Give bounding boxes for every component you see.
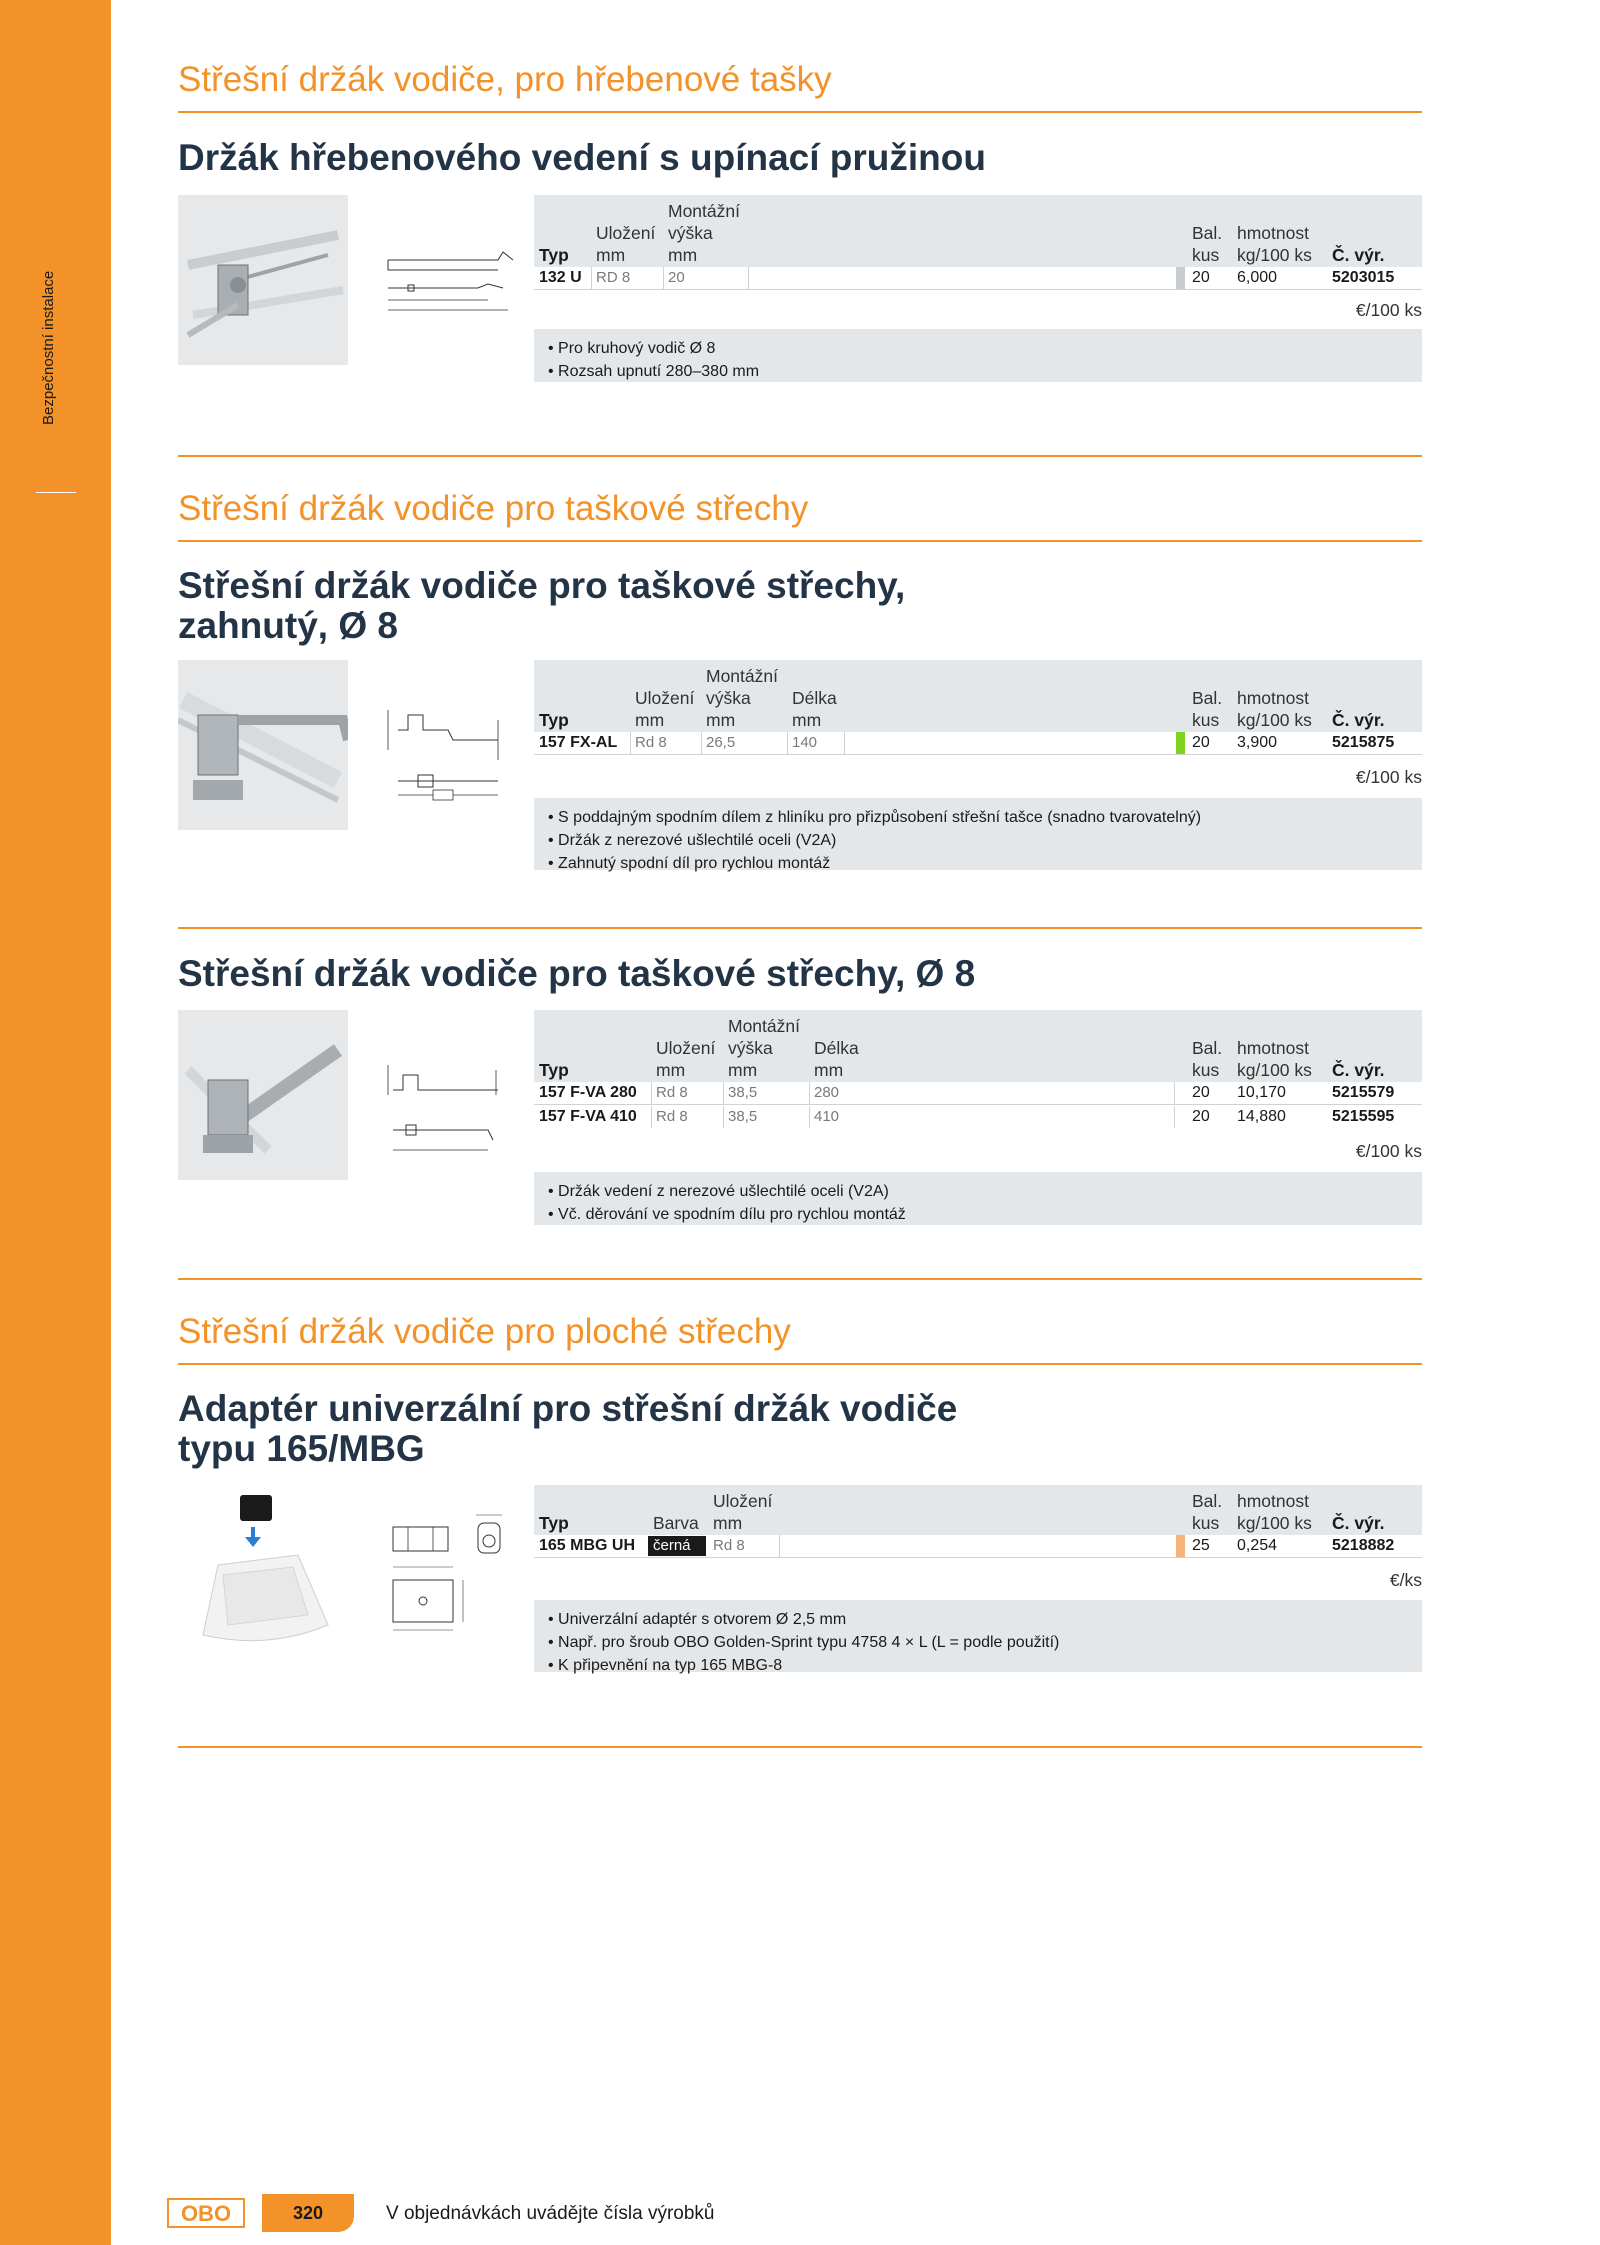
header-bal: Bal. kus [1192, 1038, 1223, 1080]
cell-typ: 165 MBG UH [539, 1537, 636, 1554]
note-item: • Zahnutý spodní díl pro rychlou montáž [548, 855, 831, 872]
cell-vyska: 38,5 [728, 1108, 758, 1125]
cell-delka: 140 [792, 734, 818, 751]
cell-ulozeni: RD 8 [596, 269, 631, 286]
product-table [534, 195, 1422, 286]
note-item: • Držák z nerezové ušlechtilé oceli (V2A) [548, 832, 837, 849]
table-header [534, 195, 1422, 267]
product-photo [178, 195, 348, 365]
header-bal: Bal. kus [1192, 223, 1223, 265]
header-cvyr: Č. výr. [1332, 1513, 1385, 1533]
section-rule [178, 927, 1422, 929]
table-row [534, 1535, 1422, 1557]
section-rule [178, 455, 1422, 457]
header-bal: Bal. kus [1192, 688, 1223, 730]
cell-typ: 157 F-VA 280 [539, 1084, 637, 1101]
table-header [534, 660, 1422, 732]
cell-delka: 410 [814, 1108, 840, 1125]
cell-typ: 132 U [539, 269, 582, 286]
note-item: • Rozsah upnutí 280–380 mm [548, 363, 760, 380]
cell-cvyr: 5203015 [1332, 269, 1395, 286]
product-notes [534, 1600, 1422, 1672]
product-notes [534, 329, 1422, 382]
table-header [534, 1010, 1422, 1082]
section-title: Střešní držák vodiče pro ploché střechy [178, 1312, 791, 1351]
cell-typ: 157 FX-AL [539, 734, 618, 751]
product-photo [178, 1010, 348, 1180]
cell-ulozeni: Rd 8 [656, 1108, 688, 1125]
header-hmotnost: hmotnost kg/100 ks [1237, 1491, 1312, 1533]
section-title: Střešní držák vodiče pro taškové střechy [178, 489, 809, 528]
sidebar-label: Bezpečnostní instalace [40, 270, 57, 425]
color-swatch [1176, 1535, 1185, 1557]
cell-cvyr: 5215875 [1332, 734, 1395, 751]
page-number: 320 [262, 2194, 354, 2232]
header-typ: Typ [539, 245, 569, 265]
cell-hmotnost: 14,880 [1237, 1108, 1286, 1125]
color-swatch [1176, 732, 1185, 754]
table-row [534, 732, 1422, 754]
technical-drawing [378, 240, 528, 325]
product-title: Adaptér univerzální pro střešní držák vodiče typu 165/MBG [178, 1388, 958, 1469]
technical-drawing [378, 1505, 508, 1645]
header-ulozeni: Uložení mm [713, 1491, 773, 1533]
product-title: Střešní držák vodiče pro taškové střechy, zahnutý, Ø 8 [178, 565, 906, 646]
cell-ulozeni: Rd 8 [656, 1084, 688, 1101]
price-unit: €/100 ks [1355, 300, 1422, 320]
technical-drawing [378, 1050, 508, 1165]
cell-delka: 280 [814, 1084, 840, 1101]
header-typ: Typ [539, 1513, 569, 1533]
color-swatch [1176, 267, 1185, 289]
cell-ulozeni: Rd 8 [635, 734, 667, 751]
note-item: • S poddajným spodním dílem z hliníku pro přizpůsobení střešní tašce (snadno tvarovatelný) [548, 809, 1202, 826]
note-item: • Držák vedení z nerezové ušlechtilé oceli (V2A) [548, 1183, 889, 1200]
section-rule [178, 111, 1422, 113]
cell-cvyr: 5218882 [1332, 1537, 1395, 1554]
section-rule [178, 1363, 1422, 1365]
header-vyska: Montážní výška mm [706, 666, 778, 730]
cell-cvyr: 5215579 [1332, 1084, 1395, 1101]
section-rule [178, 1746, 1422, 1748]
header-typ: Typ [539, 1060, 569, 1080]
product-photo [178, 1485, 348, 1655]
cell-bal: 25 [1192, 1537, 1210, 1554]
svg-text:OBO: OBO [180, 2201, 232, 2226]
header-barva: Barva [653, 1513, 699, 1533]
cell-vyska: 20 [668, 269, 685, 286]
header-vyska: Montážní výška mm [668, 201, 740, 265]
note-item: • Univerzální adaptér s otvorem Ø 2,5 mm [548, 1611, 847, 1628]
cell-bal: 20 [1192, 1084, 1210, 1101]
cell-ulozeni: Rd 8 [713, 1537, 745, 1554]
note-item: • Vč. děrování ve spodním dílu pro rychlou montáž [548, 1206, 906, 1223]
note-item: • Např. pro šroub OBO Golden-Sprint typu 4758 4 × L (L = podle použití) [548, 1634, 1060, 1651]
header-hmotnost: hmotnost kg/100 ks [1237, 1038, 1312, 1080]
price-unit: €/100 ks [1355, 767, 1422, 787]
header-hmotnost: hmotnost kg/100 ks [1237, 688, 1312, 730]
table-row [534, 1082, 1422, 1104]
header-vyska: Montážní výška mm [728, 1016, 800, 1080]
header-ulozeni: Uložení mm [635, 688, 695, 730]
cell-hmotnost: 6,000 [1237, 269, 1278, 286]
note-item: • Pro kruhový vodič Ø 8 [548, 340, 716, 357]
cell-typ: 157 F-VA 410 [539, 1108, 637, 1125]
header-cvyr: Č. výr. [1332, 710, 1385, 730]
product-notes [534, 798, 1422, 870]
table-row [534, 1106, 1422, 1128]
product-table [534, 1010, 1422, 1125]
cell-hmotnost: 0,254 [1237, 1537, 1278, 1554]
product-title: Střešní držák vodiče pro taškové střechy, Ø 8 [178, 953, 976, 994]
obo-logo [167, 2198, 245, 2233]
product-notes [534, 1172, 1422, 1225]
table-row [534, 267, 1422, 289]
technical-drawing [378, 700, 508, 825]
header-typ: Typ [539, 710, 569, 730]
header-bal: Bal. kus [1192, 1491, 1223, 1533]
cell-hmotnost: 3,900 [1237, 734, 1278, 751]
header-delka: Délka mm [792, 688, 837, 730]
table-header [534, 1485, 1422, 1535]
header-cvyr: Č. výr. [1332, 245, 1385, 265]
cell-hmotnost: 10,170 [1237, 1084, 1286, 1101]
cell-bal: 20 [1192, 734, 1210, 751]
footer-note: V objednávkách uvádějte čísla výrobků [386, 2203, 715, 2224]
product-photo [178, 660, 348, 830]
cell-vyska: 26,5 [706, 734, 736, 751]
cell-vyska: 38,5 [728, 1084, 758, 1101]
header-delka: Délka mm [814, 1038, 859, 1080]
section-rule [178, 1278, 1422, 1280]
cell-cvyr: 5215595 [1332, 1108, 1395, 1125]
cell-bal: 20 [1192, 1108, 1210, 1125]
product-table [534, 660, 1422, 751]
section-rule [178, 540, 1422, 542]
product-table [534, 1485, 1422, 1554]
product-title: Držák hřebenového vedení s upínací pružinou [178, 137, 986, 178]
cell-barva: černá [653, 1537, 691, 1554]
header-ulozeni: Uložení mm [596, 223, 656, 265]
cell-bal: 20 [1192, 269, 1210, 286]
sidebar-divider [36, 492, 76, 493]
header-cvyr: Č. výr. [1332, 1060, 1385, 1080]
header-hmotnost: hmotnost kg/100 ks [1237, 223, 1312, 265]
price-unit: €/100 ks [1355, 1141, 1422, 1161]
note-item: • K připevnění na typ 165 MBG-8 [548, 1657, 783, 1674]
price-unit: €/ks [1389, 1570, 1422, 1590]
section-title: Střešní držák vodiče, pro hřebenové tašky [178, 60, 832, 99]
header-ulozeni: Uložení mm [656, 1038, 716, 1080]
